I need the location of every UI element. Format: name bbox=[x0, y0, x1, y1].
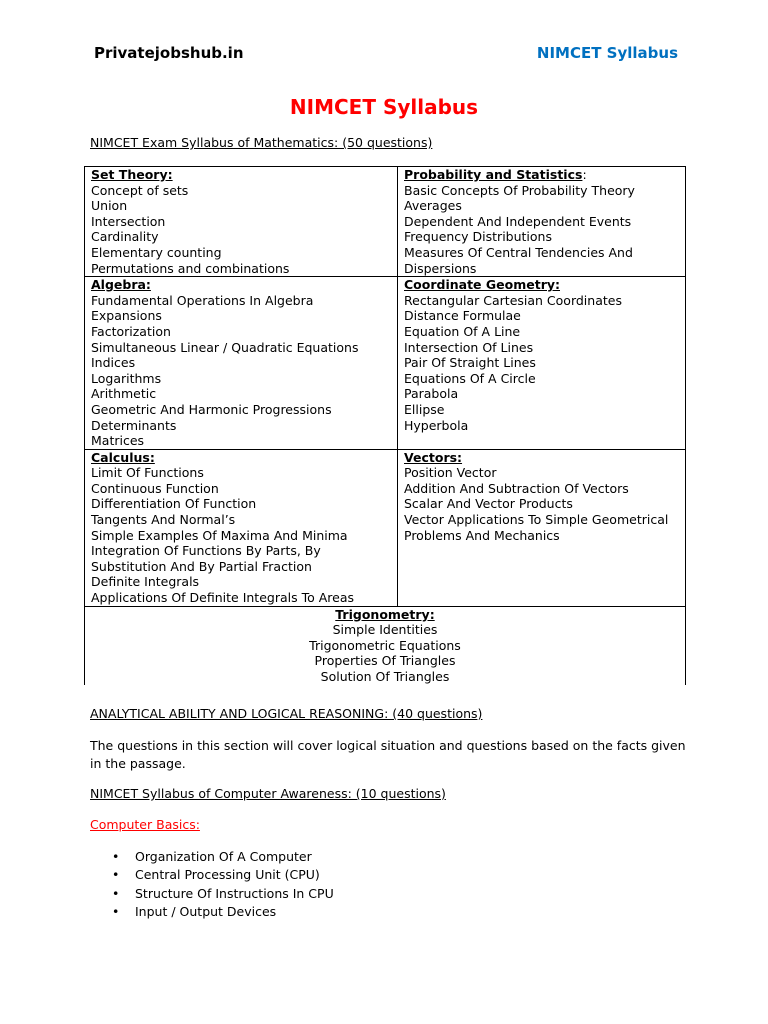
list-item: Distance Formulae bbox=[404, 308, 521, 324]
algebra-heading: Algebra: bbox=[91, 277, 151, 293]
list-item-label: Structure Of Instructions In CPU bbox=[135, 885, 334, 901]
list-item: Equations Of A Circle bbox=[404, 370, 536, 386]
table-row bbox=[85, 606, 686, 685]
list-item: Equation Of A Line bbox=[404, 323, 521, 339]
analytical-description: The questions in this section will cover logical situation and questions based on the facts given in the passage. bbox=[90, 738, 686, 771]
list-item: Pair Of Straight Lines bbox=[404, 355, 536, 371]
list-item: Dependent And Independent Events bbox=[404, 213, 632, 229]
list-item: Simple Identities bbox=[332, 622, 438, 638]
algebra-cell bbox=[85, 277, 398, 450]
probability-heading-suffix: : bbox=[582, 167, 587, 182]
algebra-list bbox=[91, 293, 391, 449]
list-item: Determinants bbox=[91, 417, 177, 433]
list-item: Union bbox=[91, 198, 128, 214]
list-item: Dispersions bbox=[404, 260, 477, 276]
list-item bbox=[112, 903, 334, 921]
list-item: Matrices bbox=[91, 433, 145, 449]
list-item: Basic Concepts Of Probability Theory bbox=[404, 182, 635, 198]
list-item: Geometric And Harmonic Progressions bbox=[91, 401, 332, 417]
list-item: Limit Of Functions bbox=[91, 465, 204, 481]
list-item: Substitution And By Partial Fraction bbox=[91, 558, 312, 574]
computer-section-heading: NIMCET Syllabus of Computer Awareness: (10 questions) bbox=[90, 786, 446, 801]
list-item: Factorization bbox=[91, 323, 171, 339]
list-item: Tangents And Normal’s bbox=[91, 512, 236, 528]
list-item: Arithmetic bbox=[91, 386, 157, 402]
computer-basics-heading: Computer Basics: bbox=[90, 817, 200, 832]
list-item-label: Organization Of A Computer bbox=[135, 849, 312, 864]
set-theory-heading: Set Theory: bbox=[91, 167, 173, 182]
set-theory-list bbox=[91, 183, 391, 277]
calculus-cell bbox=[85, 449, 398, 606]
math-syllabus-table bbox=[84, 166, 686, 685]
list-item: Measures Of Central Tendencies And bbox=[404, 244, 633, 260]
list-item-label: Input / Output Devices bbox=[135, 903, 277, 919]
list-item: Differentiation Of Function bbox=[91, 496, 257, 512]
list-item: Position Vector bbox=[404, 465, 497, 481]
list-item: Permutations and combinations bbox=[91, 260, 290, 276]
page-header bbox=[94, 46, 678, 62]
list-item: Cardinality bbox=[91, 229, 159, 245]
site-name: Privatejobshub.in bbox=[94, 44, 244, 62]
list-item: Rectangular Cartesian Coordinates bbox=[404, 292, 622, 308]
calculus-list bbox=[91, 465, 391, 605]
list-item: Parabola bbox=[404, 386, 459, 402]
list-item: Simultaneous Linear / Quadratic Equations bbox=[91, 339, 359, 355]
list-item: Solution Of Triangles bbox=[320, 669, 450, 684]
bullet-icon: • bbox=[112, 867, 120, 883]
list-item: Vector Applications To Simple Geometrical bbox=[404, 512, 669, 528]
vectors-heading: Vectors: bbox=[404, 449, 463, 465]
vectors-list bbox=[404, 465, 679, 543]
list-item: Properties Of Triangles bbox=[314, 653, 456, 669]
list-item: Elementary counting bbox=[91, 244, 222, 260]
probability-heading: Probability and Statistics bbox=[404, 167, 583, 182]
list-item: Fundamental Operations In Algebra bbox=[91, 292, 314, 308]
list-item bbox=[112, 866, 334, 884]
list-item: Integration Of Functions By Parts, By bbox=[91, 543, 321, 559]
page-title: NIMCET Syllabus bbox=[289, 95, 479, 119]
list-item: Intersection bbox=[91, 213, 166, 229]
trigonometry-heading: Trigonometry: bbox=[335, 606, 435, 622]
bullet-icon: • bbox=[112, 849, 120, 864]
list-item: Ellipse bbox=[404, 401, 445, 417]
list-item bbox=[112, 885, 334, 903]
bullet-icon: • bbox=[112, 885, 120, 901]
computer-basics-list bbox=[112, 848, 334, 921]
table-row bbox=[85, 167, 686, 277]
trigonometry-list bbox=[91, 622, 679, 684]
coordinate-geometry-cell bbox=[398, 277, 686, 450]
list-item: Problems And Mechanics bbox=[404, 527, 560, 543]
trigonometry-cell bbox=[85, 606, 686, 685]
math-section-heading: NIMCET Exam Syllabus of Mathematics: (50 questions) bbox=[90, 135, 433, 150]
list-item: Frequency Distributions bbox=[404, 229, 552, 245]
bullet-icon: • bbox=[112, 903, 120, 919]
list-item: Scalar And Vector Products bbox=[404, 496, 573, 512]
table-row bbox=[85, 449, 686, 606]
set-theory-cell bbox=[85, 167, 398, 277]
coordinate-geometry-list bbox=[404, 293, 679, 433]
list-item: Expansions bbox=[91, 308, 162, 324]
calculus-heading: Calculus: bbox=[91, 449, 155, 465]
header-doc-title: NIMCET Syllabus bbox=[536, 44, 678, 62]
list-item: Hyperbola bbox=[404, 417, 469, 433]
vectors-cell bbox=[398, 449, 686, 606]
list-item: Definite Integrals bbox=[91, 574, 200, 590]
coordinate-geometry-heading: Coordinate Geometry: bbox=[404, 277, 560, 293]
list-item: Applications Of Definite Integrals To Areas bbox=[91, 590, 354, 606]
list-item: Indices bbox=[91, 355, 136, 371]
list-item: Averages bbox=[404, 198, 462, 214]
list-item-label: Central Processing Unit (CPU) bbox=[135, 867, 320, 883]
list-item: Concept of sets bbox=[91, 182, 189, 198]
probability-list bbox=[404, 183, 679, 277]
probability-cell bbox=[398, 167, 686, 277]
table-row bbox=[85, 277, 686, 450]
list-item: Continuous Function bbox=[91, 480, 219, 496]
list-item: Addition And Subtraction Of Vectors bbox=[404, 480, 629, 496]
list-item: Logarithms bbox=[91, 370, 162, 386]
list-item bbox=[112, 848, 334, 866]
analytical-section-heading: ANALYTICAL ABILITY AND LOGICAL REASONING: (40 questions) bbox=[90, 706, 483, 721]
list-item: Trigonometric Equations bbox=[309, 637, 461, 653]
list-item: Simple Examples Of Maxima And Minima bbox=[91, 527, 348, 543]
list-item: Intersection Of Lines bbox=[404, 339, 534, 355]
